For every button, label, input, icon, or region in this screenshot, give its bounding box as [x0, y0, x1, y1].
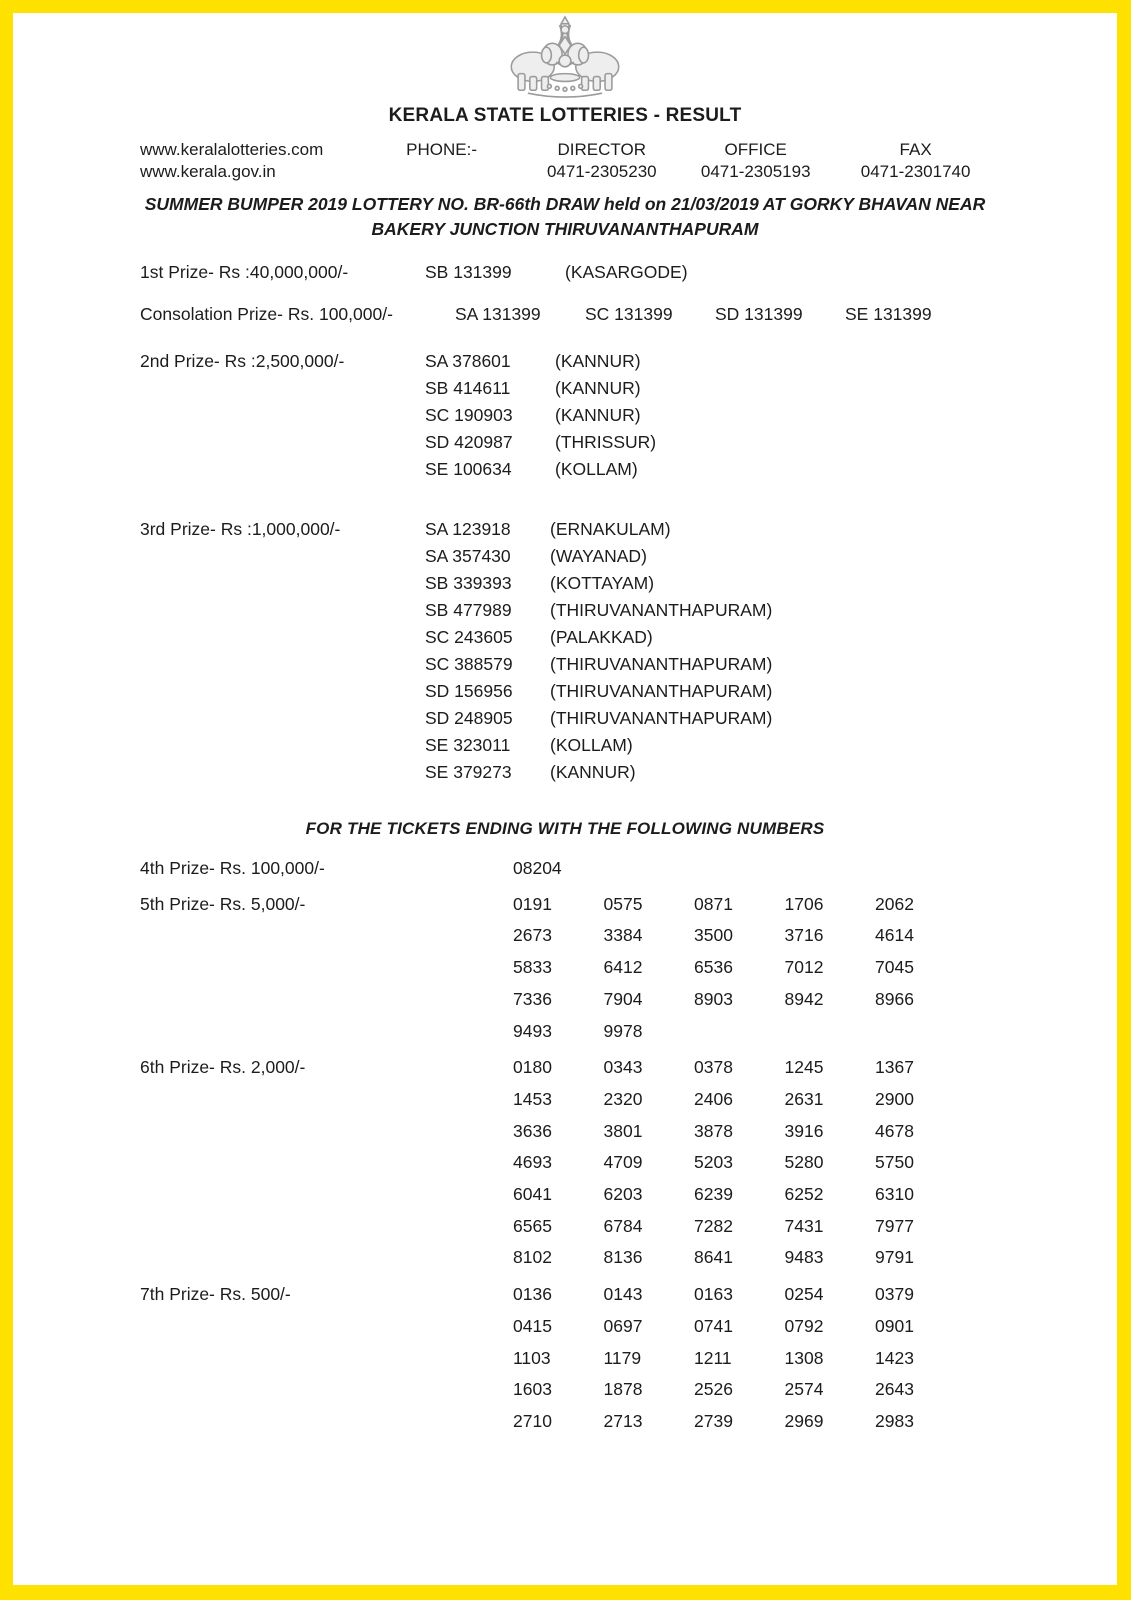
prize-number: 0163 [694, 1284, 733, 1305]
winner-ticket: SB 339393 [425, 573, 512, 593]
prize-number: 2710 [513, 1410, 552, 1431]
winner-row [425, 516, 772, 543]
prize-number: 3801 [603, 1120, 643, 1141]
winner-location: (KOLLAM) [555, 459, 638, 479]
prize-number: 1367 [875, 1057, 914, 1078]
prize-number: 3916 [784, 1120, 824, 1141]
sixth-prize-section [140, 1052, 1117, 1274]
fourth-prize-numbers [513, 853, 966, 885]
prize-number: 2526 [694, 1379, 733, 1400]
prize-number: 3878 [694, 1120, 733, 1141]
prize-number: 2900 [875, 1088, 914, 1109]
winner-location: (KANNUR) [555, 351, 641, 371]
prize-number: 2406 [694, 1088, 733, 1109]
winner-location: (THIRUVANANTHAPURAM) [550, 654, 773, 674]
prize-number: 2320 [603, 1088, 643, 1109]
prize-number: 1179 [603, 1347, 642, 1368]
prize-number: 2643 [875, 1379, 914, 1400]
winner-ticket: SE 323011 [425, 735, 511, 755]
website-kerala-gov: www.kerala.gov.in [140, 162, 276, 181]
prize-number: 5833 [513, 957, 552, 978]
prize-number: 9791 [875, 1247, 914, 1268]
header-emblem-area [13, 13, 1117, 103]
prize-number: 7282 [694, 1215, 733, 1236]
office-number: 0471-2305193 [700, 162, 811, 181]
winner-ticket: SA 123918 [425, 519, 511, 539]
page-title: KERALA STATE LOTTERIES - RESULT [388, 105, 742, 126]
prize-number: 2983 [875, 1410, 914, 1431]
winner-location: (THRISSUR) [555, 432, 657, 452]
winner-location: (ERNAKULAM) [550, 519, 671, 539]
prize-number: 5280 [784, 1152, 824, 1173]
prize-number: 8641 [694, 1247, 733, 1268]
prize-number: 8942 [784, 988, 824, 1009]
fifth-prize-section [140, 889, 1117, 1048]
prize-number: 7336 [513, 988, 552, 1009]
second-prize-section [140, 348, 1117, 483]
phone-label: PHONE:- [406, 140, 477, 159]
prize-number: 2673 [513, 925, 552, 946]
prize-number: 8102 [513, 1247, 552, 1268]
winner-location: (PALAKKAD) [550, 627, 653, 647]
winner-location: (THIRUVANANTHAPURAM) [550, 681, 773, 701]
seventh-prize-section [140, 1279, 1117, 1438]
fourth-prize-label: 4th Prize- Rs. 100,000/- [140, 858, 325, 878]
prize-number: 9483 [784, 1247, 824, 1268]
ending-numbers-heading: FOR THE TICKETS ENDING WITH THE FOLLOWING NUMBERS [305, 819, 825, 838]
prize-number: 0901 [875, 1315, 914, 1336]
prize-number: 0378 [694, 1057, 733, 1078]
prize-number: 2631 [784, 1088, 824, 1109]
winner-location: (KANNUR) [555, 378, 641, 398]
first-prize-location: (KASARGODE) [565, 262, 688, 282]
prize-number: 7977 [875, 1215, 914, 1236]
sixth-prize-label: 6th Prize- Rs. 2,000/- [140, 1057, 306, 1078]
prize-number: 0191 [513, 893, 552, 914]
prize-number: 5750 [875, 1152, 914, 1173]
prize-number: 0343 [603, 1057, 643, 1078]
prize-number: 6041 [513, 1184, 552, 1205]
prize-number: 1603 [513, 1379, 552, 1400]
prize-number: 7012 [784, 957, 824, 978]
prize-number: 0143 [603, 1284, 643, 1305]
prize-number: 3384 [603, 925, 643, 946]
prize-number: 6310 [875, 1184, 914, 1205]
prize-number: 1245 [784, 1057, 824, 1078]
prize-number: 5203 [694, 1152, 733, 1173]
prize-number: 7904 [603, 988, 643, 1009]
winner-ticket: SB 414611 [425, 378, 511, 398]
third-prize-winners [425, 516, 772, 786]
prize-number: 6536 [694, 957, 733, 978]
third-prize-section [140, 516, 1117, 786]
office-contact [680, 139, 831, 183]
contact-info-row [140, 139, 1000, 183]
prize-number: 0136 [513, 1284, 552, 1305]
winner-ticket: SA 378601 [425, 351, 511, 371]
prize-number: 2713 [603, 1410, 643, 1431]
prize-number: 0379 [875, 1284, 914, 1305]
consolation-ticket: SA 131399 [455, 304, 541, 324]
winner-row [425, 348, 656, 375]
prize-number: 0575 [603, 893, 643, 914]
winner-row [425, 456, 656, 483]
prize-number: 1103 [513, 1347, 551, 1368]
winner-row [425, 375, 656, 402]
fax-contact [831, 139, 1000, 183]
prize-number: 08204 [513, 858, 562, 878]
director-number: 0471-2305230 [546, 162, 657, 181]
winner-ticket: SB 477989 [425, 600, 512, 620]
winner-location: (KOTTAYAM) [550, 573, 655, 593]
prize-number: 2739 [694, 1410, 733, 1431]
consolation-ticket: SE 131399 [845, 304, 932, 324]
prize-number: 4678 [875, 1120, 914, 1141]
director-contact [523, 139, 680, 183]
winner-location: (KANNUR) [550, 762, 636, 782]
prize-number: 6203 [603, 1184, 643, 1205]
sixth-prize-numbers [513, 1052, 966, 1274]
winner-row [425, 570, 772, 597]
result-sheet [13, 13, 1117, 1585]
prize-number: 0254 [784, 1284, 824, 1305]
prize-number: 9493 [513, 1020, 552, 1041]
winner-row [425, 543, 772, 570]
winner-row [425, 732, 772, 759]
prize-number: 1878 [603, 1379, 643, 1400]
prize-number: 9978 [603, 1020, 643, 1041]
winner-row [425, 624, 772, 651]
winner-ticket: SC 243605 [425, 627, 513, 647]
fax-number: 0471-2301740 [860, 162, 971, 181]
prize-number: 6412 [603, 957, 643, 978]
winner-row [425, 429, 656, 456]
third-prize-label: 3rd Prize- Rs :1,000,000/- [140, 519, 341, 539]
winner-ticket: SE 100634 [425, 459, 512, 479]
prize-number: 4693 [513, 1152, 552, 1173]
winner-row [425, 402, 656, 429]
winner-location: (KANNUR) [555, 405, 641, 425]
winner-row [425, 597, 772, 624]
prize-number: 0415 [513, 1315, 552, 1336]
winner-location: (THIRUVANANTHAPURAM) [550, 708, 773, 728]
winner-ticket: SD 420987 [425, 432, 513, 452]
seventh-prize-numbers [513, 1279, 966, 1438]
office-label: OFFICE [724, 140, 787, 159]
winner-row [425, 759, 772, 786]
kerala-state-emblem-logo [506, 15, 624, 101]
winner-location: (WAYANAD) [550, 546, 647, 566]
prize-number: 4709 [603, 1152, 643, 1173]
seventh-prize-label: 7th Prize- Rs. 500/- [140, 1284, 291, 1305]
prize-number: 1453 [513, 1088, 552, 1109]
first-prize-label: 1st Prize- Rs :40,000,000/- [140, 262, 349, 282]
prize-number: 3636 [513, 1120, 552, 1141]
winner-row [425, 678, 772, 705]
first-prize-section [140, 258, 1117, 286]
prize-number: 2969 [784, 1410, 824, 1431]
prize-number: 0741 [694, 1315, 733, 1336]
winner-location: (KOLLAM) [550, 735, 633, 755]
prize-number: 8903 [694, 988, 733, 1009]
prize-number: 1308 [784, 1347, 824, 1368]
fax-label: FAX [899, 140, 932, 159]
prize-number: 6784 [603, 1215, 643, 1236]
prize-number: 0180 [513, 1057, 552, 1078]
winner-location: (THIRUVANANTHAPURAM) [550, 600, 773, 620]
consolation-ticket: SD 131399 [715, 304, 803, 324]
prize-number: 6239 [694, 1184, 733, 1205]
website-keralalotteries: www.keralalotteries.com [140, 140, 324, 159]
prize-number: 8136 [603, 1247, 643, 1268]
prize-number: 0871 [694, 893, 733, 914]
prize-number: 7431 [784, 1215, 824, 1236]
draw-title: SUMMER BUMPER 2019 LOTTERY NO. BR-66th DRAW held on 21/03/2019 AT GORKY BHAVAN NEAR BAKERY JUNCTION THIRUVANANTHAPURAM [144, 194, 986, 239]
prize-number: 1706 [784, 893, 824, 914]
prize-number: 7045 [875, 957, 914, 978]
consolation-prize-section [140, 300, 1117, 328]
second-prize-winners [425, 348, 656, 483]
prize-number: 8966 [875, 988, 914, 1009]
prize-number: 0697 [603, 1315, 643, 1336]
second-prize-label: 2nd Prize- Rs :2,500,000/- [140, 351, 345, 371]
prize-number: 1211 [694, 1347, 732, 1368]
winner-ticket: SC 190903 [425, 405, 513, 425]
prize-number: 1423 [875, 1347, 914, 1368]
director-label: DIRECTOR [557, 140, 647, 159]
consolation-ticket: SC 131399 [585, 304, 673, 324]
prize-number: 3500 [694, 925, 733, 946]
winner-row [425, 705, 772, 732]
prize-number: 6252 [784, 1184, 824, 1205]
fifth-prize-numbers [513, 889, 966, 1048]
prize-number: 2062 [875, 893, 914, 914]
prize-number: 6565 [513, 1215, 552, 1236]
website-links [140, 139, 406, 183]
prize-number: 4614 [875, 925, 914, 946]
winner-ticket: SD 248905 [425, 708, 513, 728]
winner-row [425, 651, 772, 678]
prize-number: 2574 [784, 1379, 824, 1400]
winner-ticket: SD 156956 [425, 681, 513, 701]
first-prize-ticket: SB 131399 [425, 262, 512, 282]
fifth-prize-label: 5th Prize- Rs. 5,000/- [140, 893, 306, 914]
fourth-prize-section [140, 853, 1117, 885]
winner-ticket: SA 357430 [425, 546, 511, 566]
consolation-prize-label: Consolation Prize- Rs. 100,000/- [140, 304, 393, 324]
winner-ticket: SE 379273 [425, 762, 512, 782]
prize-number: 3716 [784, 925, 824, 946]
winner-ticket: SC 388579 [425, 654, 513, 674]
prize-number: 0792 [784, 1315, 824, 1336]
